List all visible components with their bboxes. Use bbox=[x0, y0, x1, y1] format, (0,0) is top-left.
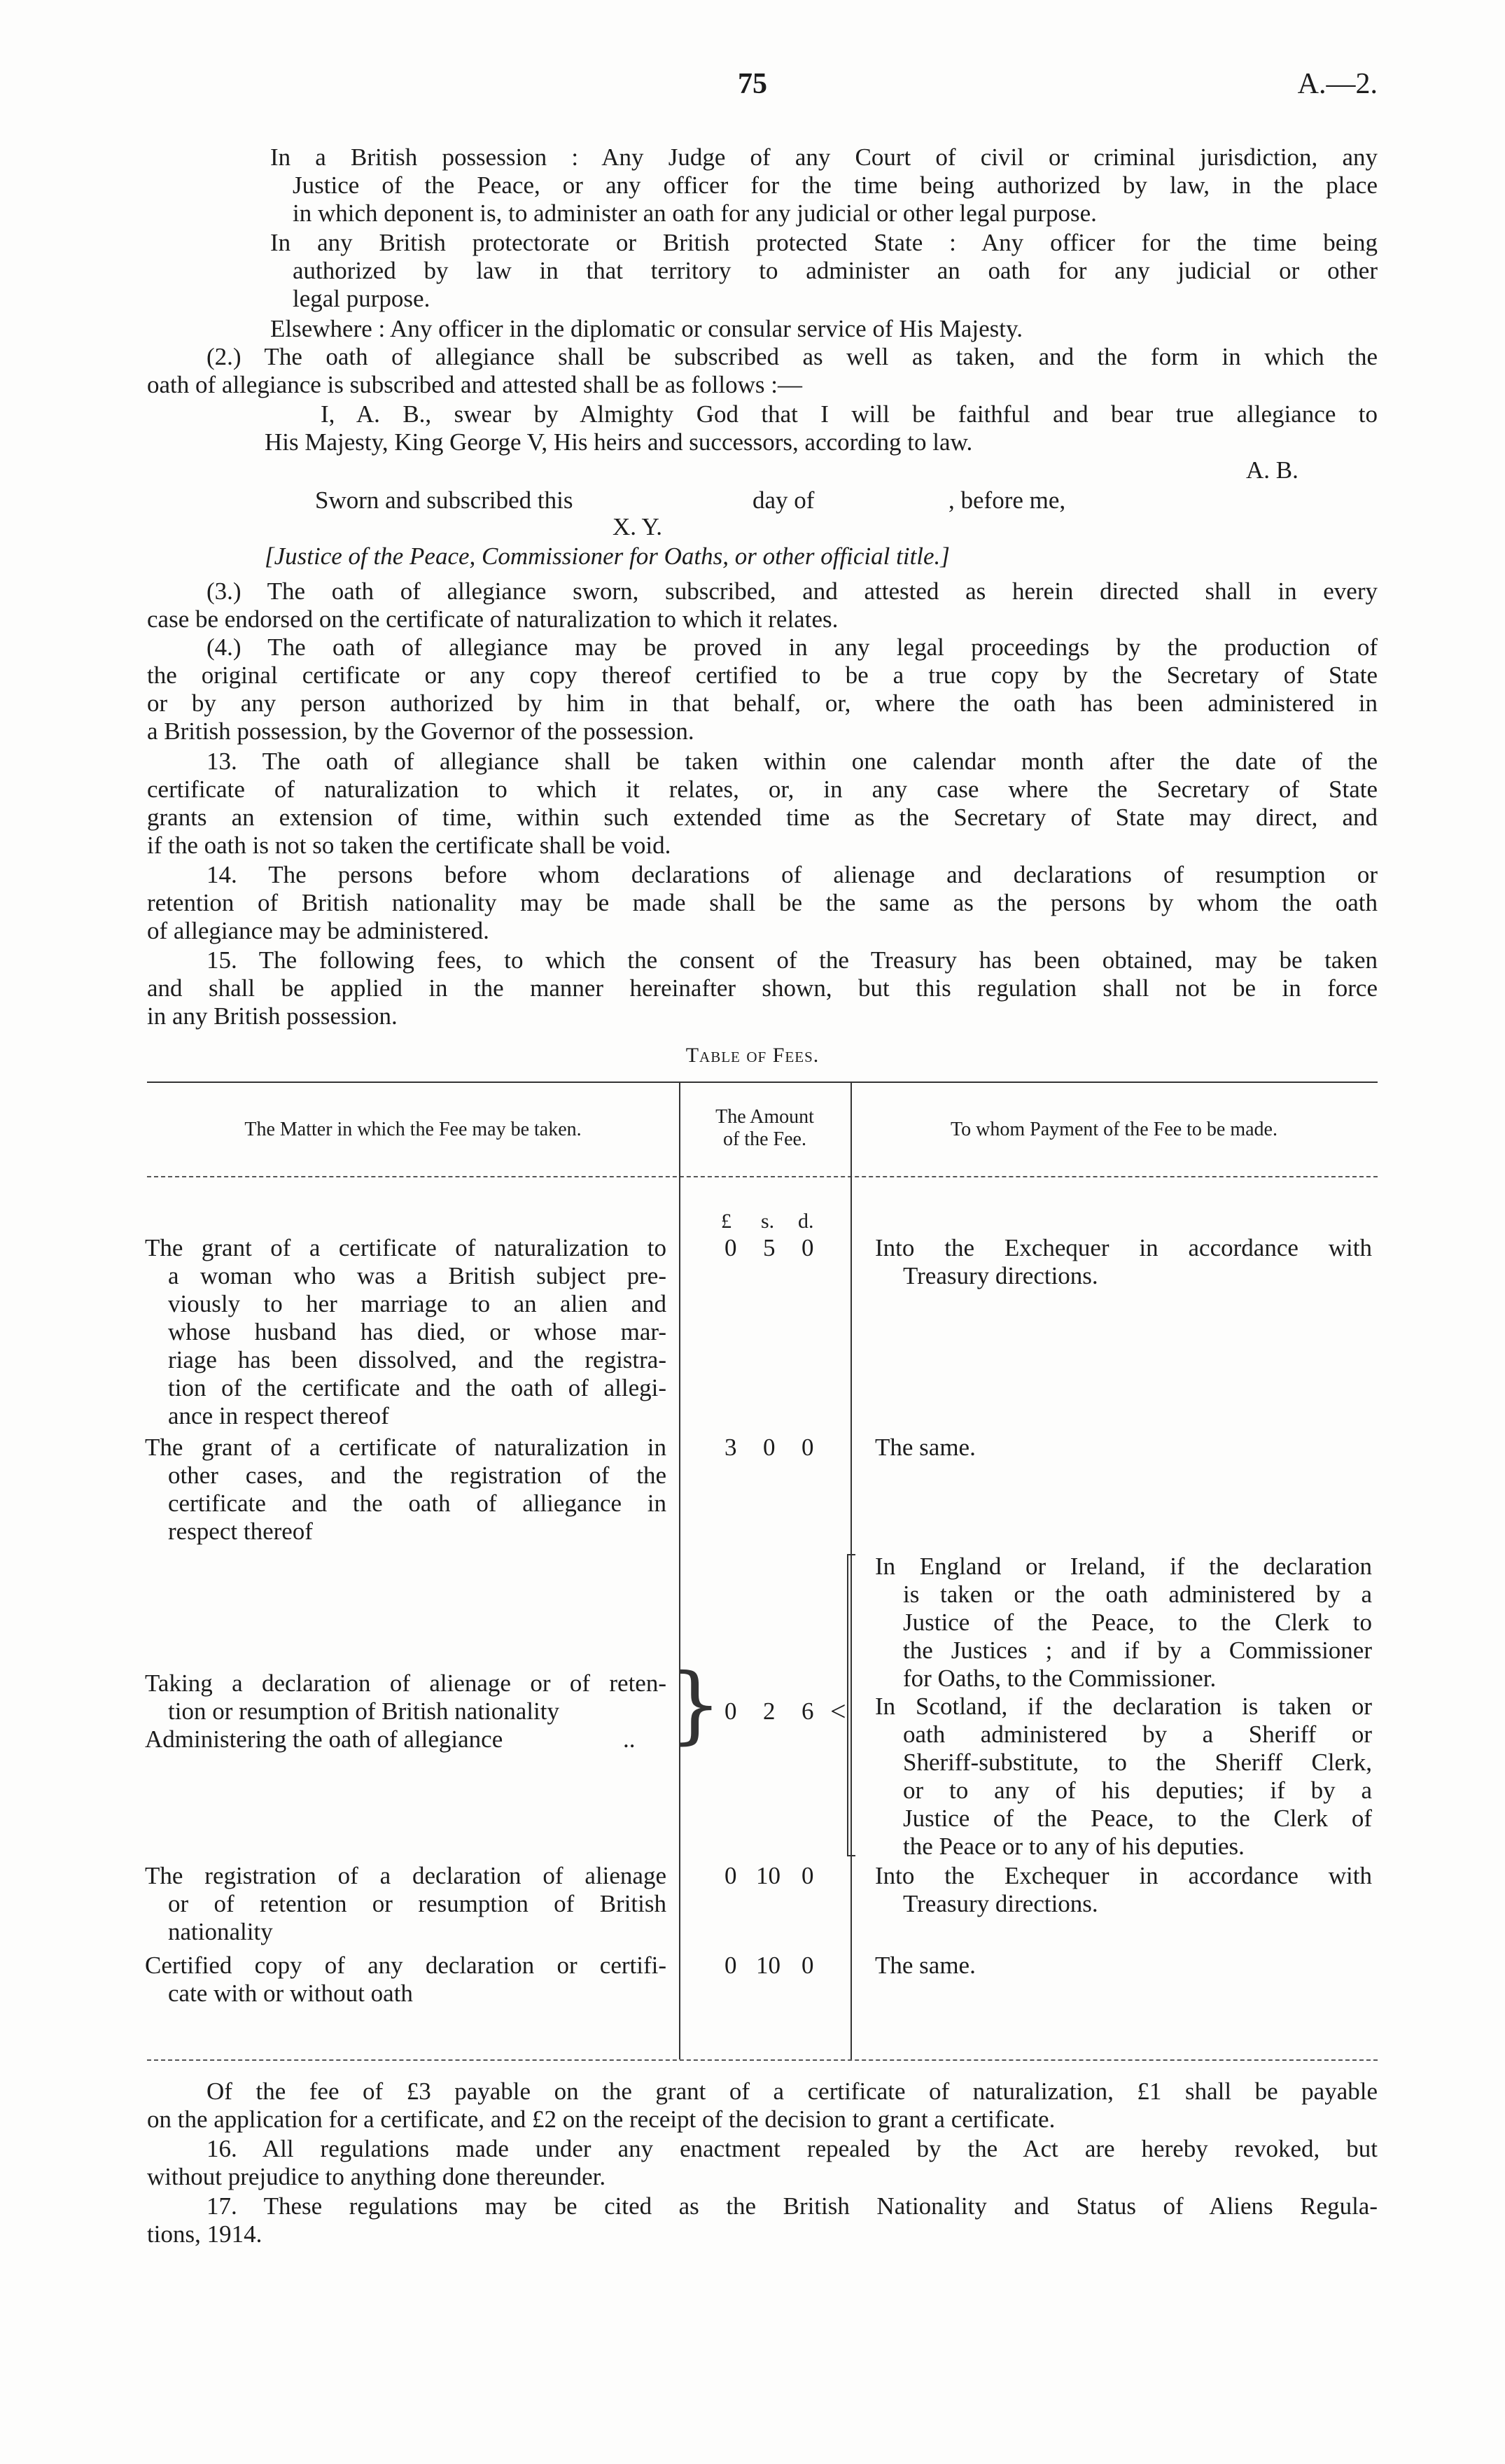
row3-matter-line-1: Taking a declaration of alienage or of reten- bbox=[145, 1670, 666, 1697]
row5-amount-pounds: 0 bbox=[724, 1952, 737, 1979]
right-brace-point: < bbox=[830, 1695, 846, 1727]
row4-matter-line-3: nationality bbox=[168, 1918, 273, 1945]
row4-amount-pence: 0 bbox=[802, 1862, 814, 1889]
row1-amount-shillings: 5 bbox=[763, 1234, 776, 1261]
para-14-line-2: retention of British nationality may be made shall be the same as the persons by whom the oath bbox=[147, 889, 1378, 916]
row5-matter-line-1: Certified copy of any declaration or certifi- bbox=[145, 1952, 666, 1979]
para-3-line-1: (3.) The oath of allegiance sworn, subscribed, and attested as herein directed shall in every bbox=[206, 578, 1378, 605]
witness-xy: X. Y. bbox=[612, 513, 662, 540]
oath-line-1: I, A. B., swear by Almighty God that I will be faithful and bear true allegiance to bbox=[321, 400, 1378, 428]
row1-matter-line-3: viously to her marriage to an alien and bbox=[168, 1290, 666, 1317]
para-15-line-1: 15. The following fees, to which the consent of the Treasury has been obtained, may be taken bbox=[206, 946, 1378, 974]
row2-amount-pounds: 3 bbox=[724, 1434, 737, 1461]
sworn-part-3: , before me, bbox=[948, 486, 1066, 514]
para-13-line-1: 13. The oath of allegiance shall be taken within one calendar month after the date of the bbox=[206, 748, 1378, 775]
para-2-line-1: (2.) The oath of allegiance shall be subscribed as well as taken, and the form in which the bbox=[206, 343, 1378, 370]
para-16-line-2: without prejudice to anything done thereunder. bbox=[147, 2163, 606, 2190]
unit-pounds: £ bbox=[721, 1210, 732, 1233]
row3-payment-line-2: is taken or the oath administered by a bbox=[903, 1581, 1372, 1608]
row5-amount-pence: 0 bbox=[802, 1952, 814, 1979]
para-15-line-3: in any British possession. bbox=[147, 1002, 398, 1030]
table-top-rule bbox=[147, 1082, 1378, 1083]
row1-matter-line-1: The grant of a certificate of naturalization to bbox=[145, 1234, 666, 1261]
para-14-line-3: of allegiance may be administered. bbox=[147, 917, 489, 944]
sworn-part-1: Sworn and subscribed this bbox=[315, 486, 573, 514]
row1-matter-line-6: tion of the certificate and the oath of allegi- bbox=[168, 1374, 666, 1401]
protectorate-line-2: authorized by law in that territory to administer an oath for any judicial or other bbox=[293, 257, 1378, 284]
document-code: A.—2. bbox=[1297, 68, 1378, 100]
protectorate-line-1: In any British protectorate or British protected State : Any officer for the time being bbox=[270, 229, 1378, 256]
row3-amount-pence: 6 bbox=[802, 1698, 814, 1725]
row2-payment-line-1: The same. bbox=[875, 1434, 976, 1461]
british-possession-line-2: Justice of the Peace, or any officer for the time being authorized by law, in the place bbox=[293, 172, 1378, 199]
row2-matter-line-4: respect thereof bbox=[168, 1518, 313, 1545]
row4-amount-pounds: 0 bbox=[724, 1862, 737, 1889]
row3-payment-line-10: Justice of the Peace, to the Clerk of bbox=[903, 1805, 1372, 1832]
table-column-divider-2 bbox=[850, 1082, 852, 2059]
row1-payment-line-2: Treasury directions. bbox=[903, 1262, 1098, 1289]
para-13-line-3: grants an extension of time, within such extended time as the Secretary of State may direct, and bbox=[147, 804, 1378, 831]
header-amount-1: The Amount bbox=[715, 1106, 814, 1128]
official-title: [Justice of the Peace, Commissioner for Oaths, or other official title.] bbox=[265, 542, 950, 570]
row3-matter-line-3: Administering the oath of allegiance bbox=[145, 1726, 503, 1753]
para-2-line-2: oath of allegiance is subscribed and attested shall be as follows :— bbox=[147, 371, 802, 398]
row3-payment-line-9: or to any of his deputies; if by a bbox=[903, 1777, 1372, 1804]
row3-payment-line-11: the Peace or to any of his deputies. bbox=[903, 1833, 1245, 1860]
fee-note-line-2: on the application for a certificate, and £2 on the receipt of the decision to grant a certificate. bbox=[147, 2106, 1056, 2133]
row3-payment-line-5: for Oaths, to the Commissioner. bbox=[903, 1665, 1217, 1692]
header-amount-2: of the Fee. bbox=[723, 1128, 806, 1150]
header-payment: To whom Payment of the Fee to be made. bbox=[951, 1119, 1278, 1140]
row3-matter-leader: .. bbox=[623, 1726, 636, 1753]
para-4-line-3: or by any person authorized by him in that behalf, or, where the oath has been administered in bbox=[147, 690, 1378, 717]
para-14-line-1: 14. The persons before whom declarations of alienage and declarations of resumption or bbox=[206, 861, 1378, 888]
row1-matter-line-5: riage has been dissolved, and the registra- bbox=[168, 1346, 666, 1373]
row1-matter-line-7: ance in respect thereof bbox=[168, 1402, 389, 1429]
row3-matter-line-2: tion or resumption of British nationality bbox=[168, 1698, 559, 1725]
row2-matter-line-2: other cases, and the registration of the bbox=[168, 1462, 666, 1489]
header-matter: The Matter in which the Fee may be taken. bbox=[244, 1119, 582, 1140]
fee-note-line-1: Of the fee of £3 payable on the grant of a certificate of naturalization, £1 shall be payable bbox=[206, 2078, 1378, 2105]
right-brace-stem bbox=[847, 1554, 848, 1855]
row1-matter-line-4: whose husband has died, or whose mar- bbox=[168, 1318, 666, 1345]
row3-payment-line-3: Justice of the Peace, to the Clerk to bbox=[903, 1609, 1372, 1636]
para-17-line-2: tions, 1914. bbox=[147, 2220, 262, 2248]
right-brace-top-cap bbox=[847, 1554, 855, 1555]
para-4-line-2: the original certificate or any copy thereof certified to be a true copy by the Secretary of State bbox=[147, 662, 1378, 689]
british-possession-line-1: In a British possession : Any Judge of any Court of civil or criminal jurisdiction, any bbox=[270, 144, 1378, 171]
elsewhere-line: Elsewhere : Any officer in the diplomatic or consular service of His Majesty. bbox=[270, 315, 1023, 342]
row4-payment-line-2: Treasury directions. bbox=[903, 1890, 1098, 1917]
fee-table-title: Table of Fees. bbox=[685, 1044, 820, 1067]
row4-payment-line-1: Into the Exchequer in accordance with bbox=[875, 1862, 1372, 1889]
row1-matter-line-2: a woman who was a British subject pre- bbox=[168, 1262, 666, 1289]
para-13-line-2: certificate of naturalization to which it relates, or, in any case where the Secretary of State bbox=[147, 776, 1378, 803]
left-curly-brace: } bbox=[668, 1656, 722, 1754]
table-bottom-rule bbox=[147, 2059, 1378, 2061]
row3-payment-line-7: oath administered by a Sheriff or bbox=[903, 1721, 1372, 1748]
row3-payment-line-4: the Justices ; and if by a Commissioner bbox=[903, 1637, 1372, 1664]
table-column-divider-1 bbox=[679, 1082, 680, 2059]
table-header-rule bbox=[147, 1176, 1378, 1177]
para-17-line-1: 17. These regulations may be cited as the British Nationality and Status of Aliens Regula- bbox=[206, 2192, 1378, 2220]
row2-amount-shillings: 0 bbox=[763, 1434, 776, 1461]
row3-payment-line-6: In Scotland, if the declaration is taken or bbox=[875, 1693, 1372, 1720]
row3-amount-pounds: 0 bbox=[724, 1698, 737, 1725]
british-possession-line-3: in which deponent is, to administer an oath for any judicial or other legal purpose. bbox=[293, 200, 1097, 227]
row4-matter-line-2: or of retention or resumption of British bbox=[168, 1890, 666, 1917]
para-4-line-1: (4.) The oath of allegiance may be proved in any legal proceedings by the production of bbox=[206, 634, 1378, 661]
row3-amount-shillings: 2 bbox=[763, 1698, 776, 1725]
row2-amount-pence: 0 bbox=[802, 1434, 814, 1461]
row5-amount-shillings: 10 bbox=[756, 1952, 780, 1979]
para-16-line-1: 16. All regulations made under any enactment repealed by the Act are hereby revoked, but bbox=[206, 2135, 1378, 2162]
unit-shillings: s. bbox=[761, 1210, 775, 1233]
row4-amount-shillings: 10 bbox=[756, 1862, 780, 1889]
para-3-line-2: case be endorsed on the certificate of naturalization to which it relates. bbox=[147, 606, 839, 633]
para-13-line-4: if the oath is not so taken the certificate shall be void. bbox=[147, 832, 671, 859]
sworn-part-2: day of bbox=[752, 486, 815, 514]
row5-payment-line-1: The same. bbox=[875, 1952, 976, 1979]
row2-matter-line-3: certificate and the oath of alliegance in bbox=[168, 1490, 666, 1517]
oath-line-2: His Majesty, King George V, His heirs and successors, according to law. bbox=[265, 428, 973, 456]
signature-ab: A. B. bbox=[1246, 456, 1298, 484]
row1-amount-pounds: 0 bbox=[724, 1234, 737, 1261]
unit-pence: d. bbox=[798, 1210, 814, 1233]
row1-amount-pence: 0 bbox=[802, 1234, 814, 1261]
row5-matter-line-2: cate with or without oath bbox=[168, 1980, 413, 2007]
row3-payment-line-1: In England or Ireland, if the declaration bbox=[875, 1553, 1372, 1580]
row1-payment-line-1: Into the Exchequer in accordance with bbox=[875, 1234, 1372, 1261]
row3-payment-line-8: Sheriff-substitute, to the Sheriff Clerk, bbox=[903, 1749, 1372, 1776]
right-brace-bottom-cap bbox=[847, 1855, 855, 1856]
para-4-line-4: a British possession, by the Governor of the possession. bbox=[147, 718, 694, 745]
page-number: 75 bbox=[738, 68, 767, 100]
row4-matter-line-1: The registration of a declaration of alienage bbox=[145, 1862, 666, 1889]
para-15-line-2: and shall be applied in the manner hereinafter shown, but this regulation shall not be in force bbox=[147, 974, 1378, 1002]
protectorate-line-3: legal purpose. bbox=[293, 285, 430, 312]
row2-matter-line-1: The grant of a certificate of naturalization in bbox=[145, 1434, 666, 1461]
